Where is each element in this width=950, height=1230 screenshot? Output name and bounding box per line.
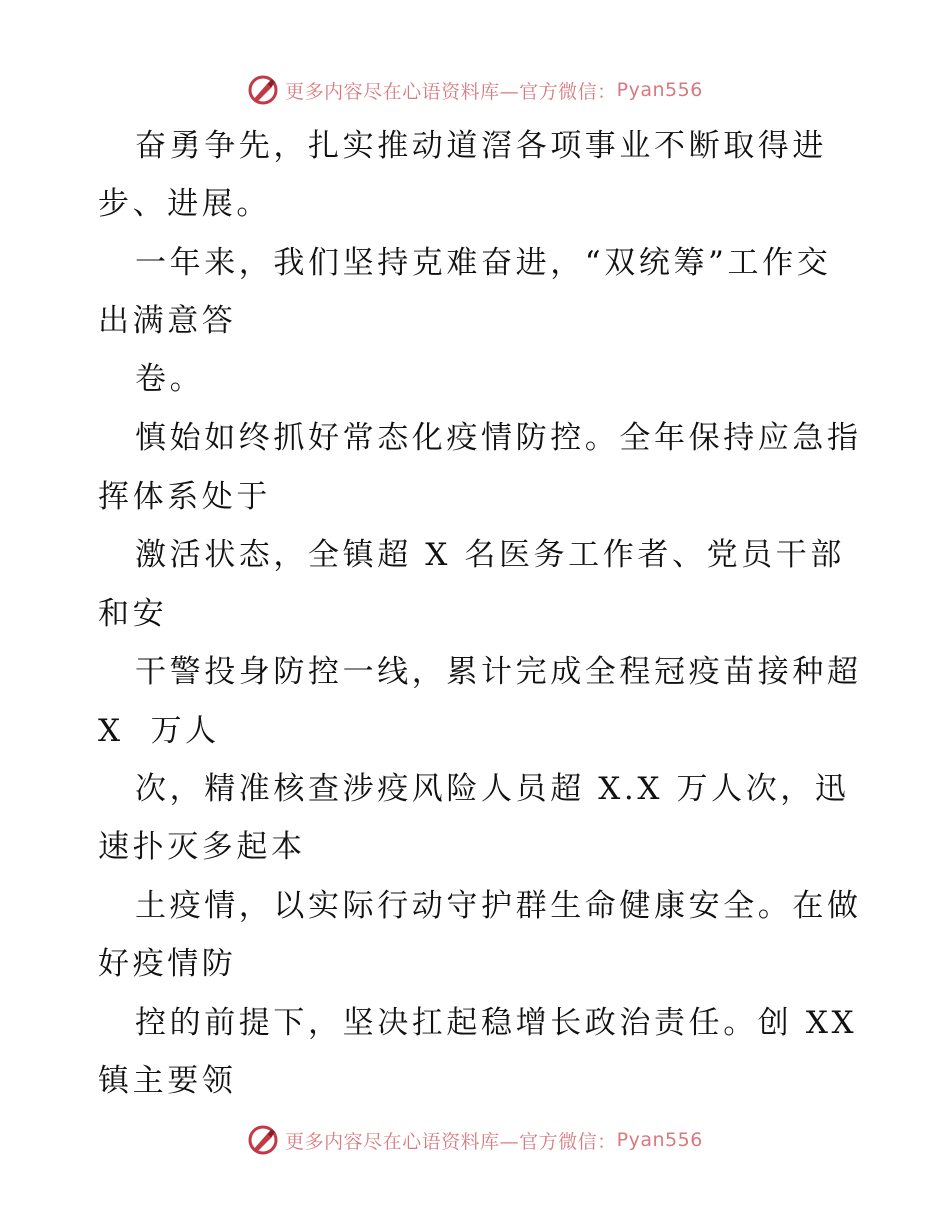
body-line: 控的前提下，坚决扛起稳增长政治责任。创 XX (135, 1005, 858, 1041)
body-line: 干警投身防控一线，累计完成全程冠疫苗接种超 (135, 654, 862, 690)
body-line: 激活状态，全镇超 X 名医务工作者、党员干部 (135, 537, 845, 573)
body-line: 次，精准核查涉疫风险人员超 X.X 万人次，迅 (135, 771, 850, 807)
pen-logo-icon (247, 1124, 279, 1156)
body-line: 出满意答 (98, 303, 237, 339)
body-line: 慎始如终抓好常态化疫情防控。全年保持应急指 (135, 420, 862, 456)
body-line: 镇主要领 (98, 1063, 237, 1099)
body-line: 速扑灭多起本 (98, 829, 306, 865)
watermark-text: 更多内容尽在心语资料库—官方微信： (285, 80, 617, 103)
watermark-text: 更多内容尽在心语资料库—官方微信： (285, 1130, 617, 1153)
body-line: 挥体系处于 (98, 479, 271, 515)
body-line: 好疫情防 (98, 946, 237, 982)
body-line: 步、进展。 (98, 186, 271, 222)
body-line: 土疫情，以实际行动守护群生命健康安全。在做 (135, 888, 862, 924)
watermark-wechat-id: Pyan556 (616, 1129, 703, 1151)
watermark-wechat-id: Pyan556 (616, 79, 703, 101)
body-line: 奋勇争先，扎实推动道滘各项事业不断取得进 (135, 128, 827, 164)
body-line: 和安 (98, 596, 168, 632)
body-line: X 万人 (98, 713, 220, 749)
footer-watermark (0, 1120, 950, 1160)
body-line: 一年来，我们坚持克难奋进，“双统筹”工作交 (135, 245, 832, 281)
body-line: 卷。 (135, 361, 205, 397)
